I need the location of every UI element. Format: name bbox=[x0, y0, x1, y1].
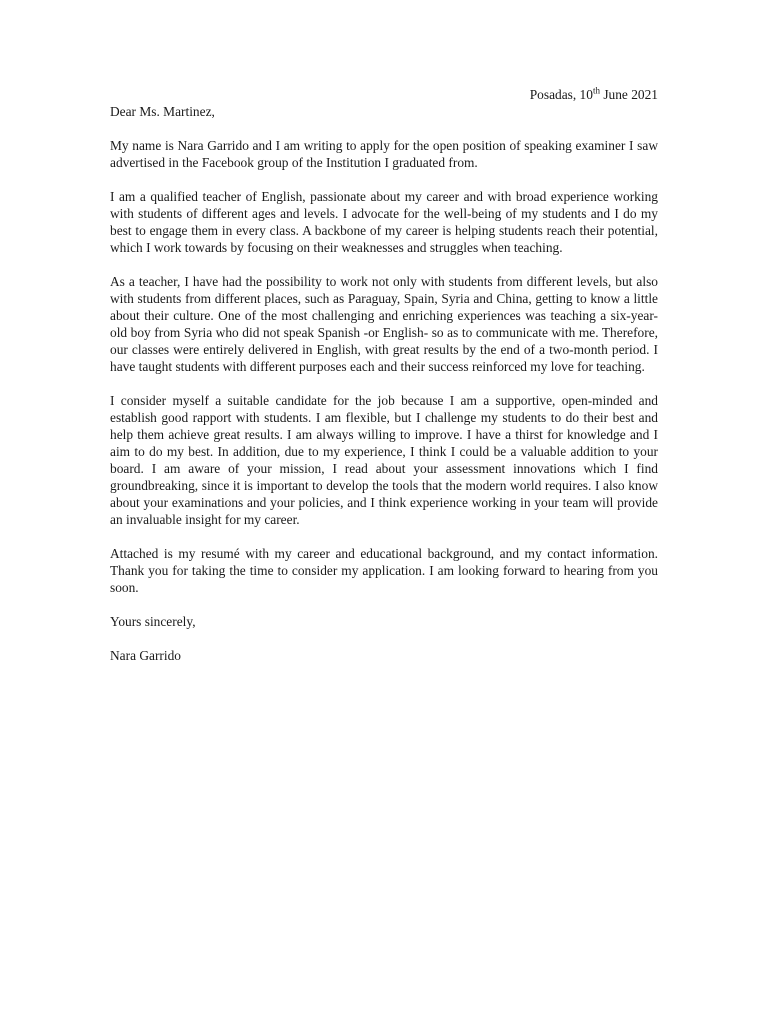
cover-letter bbox=[110, 86, 658, 664]
date-place-day: Posadas, 10 bbox=[529, 87, 593, 102]
body-paragraph-closing: Attached is my resumé with my career and educational background, and my contact information. Thank you for taking the time to consider my application. I am looking forward to hearing from you soon. bbox=[110, 546, 658, 595]
complimentary-close: Yours sincerely, bbox=[110, 614, 196, 629]
signature-name: Nara Garrido bbox=[110, 648, 182, 663]
body-paragraph-qualifications: I am a qualified teacher of English, passionate about my career and with broad experience working with students of different ages and levels. I advocate for the well-being of my students and I do my best to engage them in every class. A backbone of my career is helping students reach their potential, which I work towards by focusing on their weaknesses and struggles when teaching. bbox=[110, 189, 658, 255]
salutation: Dear Ms. Martinez, bbox=[110, 104, 215, 119]
date-ordinal-suffix: th bbox=[592, 85, 600, 96]
body-paragraph-experience: As a teacher, I have had the possibility to work not only with students from different levels, but also with students from different places, such as Paraguay, Spain, Syria and China, getting to know a little about their culture. One of the most challenging and enriching experiences was teaching a six-year-old boy from Syria who did not speak Spanish -or English- so as to communicate with me. Therefore, our classes were entirely delivered in English, with great results by the end of a two-month period. I have taught students with different purposes each and their success reinforced my love for teaching. bbox=[110, 274, 658, 374]
body-paragraph-suitability: I consider myself a suitable candidate for the job because I am a supportive, open-minded and establish good rapport with students. I am flexible, but I challenge my students to do their best and help them achieve great results. I am always willing to improve. I have a thirst for knowledge and I aim to do my best. In addition, due to my experience, I think I could be a valuable addition to your board. I am aware of your mission, I read about your assessment innovations which I find groundbreaking, since it is important to develop the tools that the modern world requires. I also know about your examinations and your policies, and I think experience working in your team will provide an invaluable insight for my career. bbox=[110, 393, 658, 527]
letter-date bbox=[110, 86, 658, 103]
body-paragraph-intro: My name is Nara Garrido and I am writing to apply for the open position of speaking examiner I saw advertised in the Facebook group of the Institution I graduated from. bbox=[110, 138, 658, 170]
date-month-year: June 2021 bbox=[599, 87, 658, 102]
